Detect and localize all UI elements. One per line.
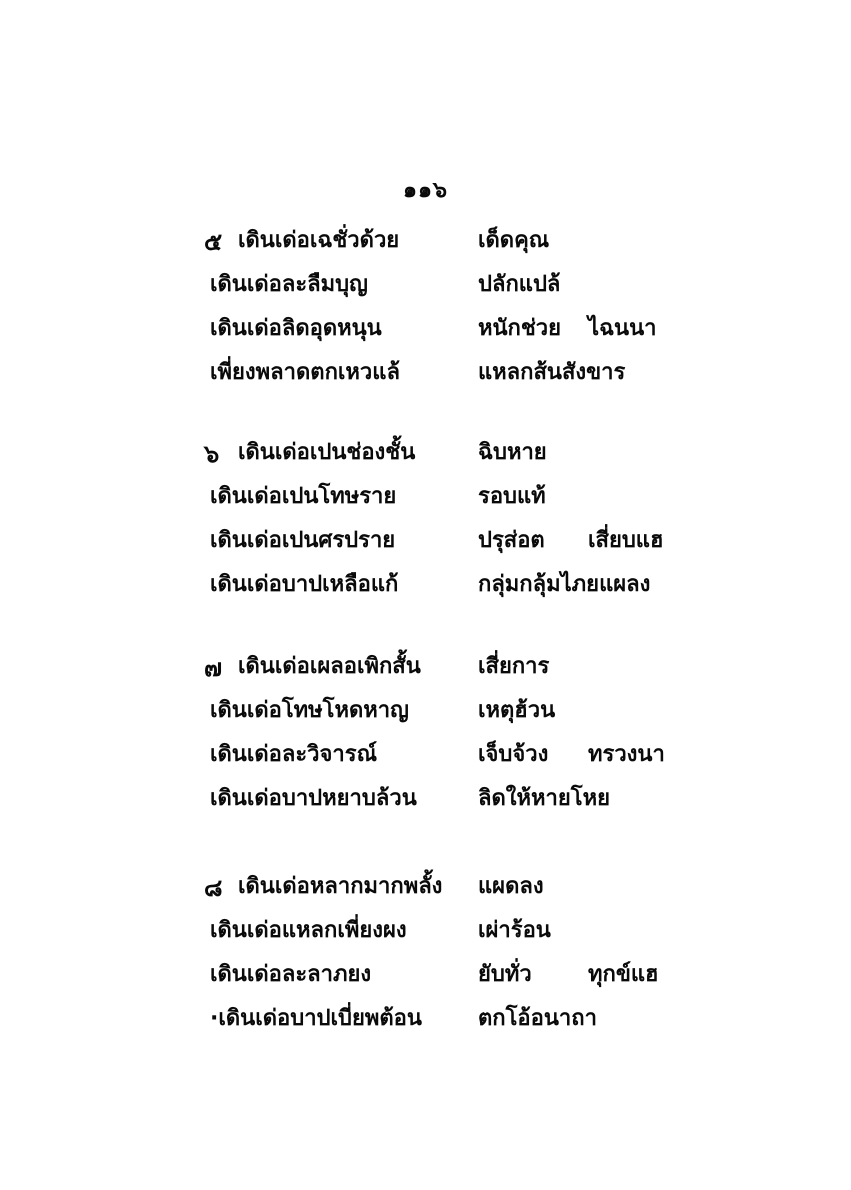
verse-right: เหตุฮ้วน [478, 698, 556, 723]
stanza-number: ๘ [204, 874, 223, 902]
verse-line [0, 434, 851, 478]
verse-right-2: เสี่ยบแฮ [588, 528, 664, 553]
verse-right: กลุ่มกลุ้มไภยแผลง [478, 572, 651, 597]
verse-right: เผ่าร้อน [478, 918, 551, 943]
verse-left: เดินเด่อเปนโทษราย [210, 484, 397, 509]
verse-left: เดินเด่อหลากมากพลั้ง [238, 874, 443, 899]
verse-line [0, 478, 851, 522]
verse-right-2: ทุกข์แฮ [588, 962, 659, 987]
verse-right: ปลักแปล้ [478, 272, 561, 297]
verse-right: เด็ดคุณ [478, 228, 550, 253]
verse-left: เดินเด่อเฉชั่วด้วย [238, 228, 400, 253]
verse-right: เจ็บจ้วง [478, 742, 549, 767]
verse-line [0, 648, 851, 692]
verse-right: หนักช่วย [478, 316, 562, 341]
stanza-number: ๕ [204, 228, 223, 256]
verse-left: เดินเด่อบาปหยาบล้วน [210, 786, 417, 811]
verse-line [0, 310, 851, 354]
verse-line [0, 566, 851, 610]
verse-line [0, 222, 851, 266]
verse-left: เดินเด่อเปนช่องชั้น [238, 440, 416, 465]
verse-right: แหลกส้นสังขาร [478, 360, 626, 385]
verse-line [0, 354, 851, 398]
verse-line [0, 912, 851, 956]
verse-right-2: ทรวงนา [588, 742, 665, 767]
stanza-number: ๖ [204, 440, 220, 468]
verse-left: เดินเด่อลิดอุดหนุน [210, 316, 382, 341]
verse-right: รอบแท้ [478, 484, 546, 509]
verse-right-2: ไฉนนา [588, 316, 657, 341]
verse-left: เดินเด่อละลืมบุญ [210, 272, 368, 297]
stanza-8 [0, 868, 851, 1044]
verse-left: เดินเด่อแหลกเพี่ยงผง [210, 918, 407, 943]
verse-right: ปรุส่อต [478, 528, 545, 553]
stanza-number: ๗ [204, 654, 223, 682]
verse-right: แผดลง [478, 874, 544, 899]
verse-right: ฉิบหาย [478, 440, 547, 465]
verse-left: เดินเด่อละลาภยง [210, 962, 372, 987]
verse-left: ·เดินเด่อบาปเบี่ยพต้อน [210, 1006, 422, 1031]
verse-right: ยับทั่ว [478, 962, 532, 987]
verse-left: เดินเด่อละวิจารณ์ [210, 742, 377, 767]
verse-line [0, 956, 851, 1000]
verse-line [0, 522, 851, 566]
verse-left: เดินเด่อเผลอเพิกสั้น [238, 654, 421, 679]
verse-left: เดินเด่อโทษโหดหาญ [210, 698, 409, 723]
stanza-6 [0, 434, 851, 610]
verse-right: ลิดให้หายโหย [478, 786, 610, 811]
verse-line [0, 736, 851, 780]
verse-line [0, 780, 851, 824]
page-number: ๑๑๖ [403, 178, 448, 203]
verse-line [0, 266, 851, 310]
verse-right: ตกโอ้อนาถา [478, 1006, 597, 1031]
stanza-5 [0, 222, 851, 398]
verse-left: เพี่ยงพลาดตกเหวแล้ [210, 360, 400, 385]
stanza-7 [0, 648, 851, 824]
verse-left: เดินเด่อเปนศรปราย [210, 528, 396, 553]
verse-line [0, 868, 851, 912]
verse-line [0, 1000, 851, 1044]
verse-left: เดินเด่อบาปเหลือแก้ [210, 572, 399, 597]
verse-line [0, 692, 851, 736]
verse-right: เสี่ยการ [478, 654, 550, 679]
